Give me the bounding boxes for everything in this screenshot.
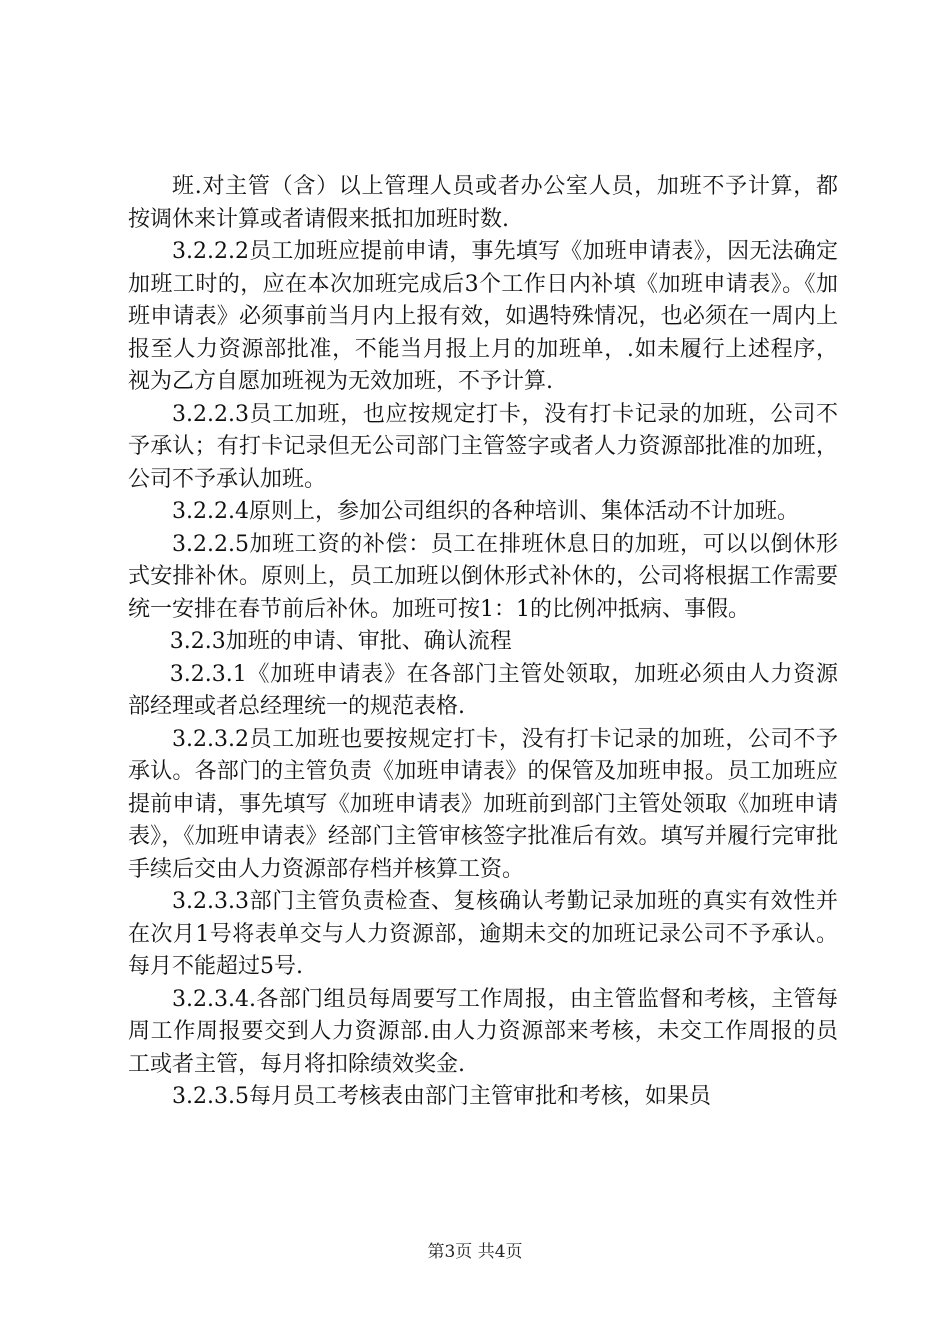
paragraph: 3.2.2.3员工加班，也应按规定打卡，没有打卡记录的加班，公司不予承认；有打卡记录但无公司部门主管签字或者人力资源部批准的加班，公司不予承认加班。: [128, 401, 838, 492]
paragraph: 3.2.3.2员工加班也要按规定打卡，没有打卡记录的加班，公司不予承认。各部门的主管负责《加班申请表》的保管及加班申报。员工加班应提前申请，事先填写《加班申请表》加班前到部门主管处领取《加班申请表》，《加班申请表》经部门主管审核签字批准后有效。填写并履行完审批手续后交由人力资源部存档并核算工资。: [128, 726, 838, 882]
paragraph: 3.2.2.2员工加班应提前申请，事先填写《加班申请表》，因无法确定加班工时的，应在本次加班完成后3个工作日内补填《加班申请表》。《加班申请表》必须事前当月内上报有效，如遇特殊情况，也必须在一周内上报至人力资源部批准，不能当月报上月的加班单，.如未履行上述程序，视为乙方自愿加班视为无效加班，不予计算.: [128, 239, 838, 394]
paragraph: 3.2.3.3部门主管负责检查、复核确认考勤记录加班的真实有效性并在次月1号将表单交与人力资源部，逾期未交的加班记录公司不予承认。每月不能超过5号.: [128, 889, 838, 979]
document-body: [128, 171, 838, 1114]
page-number-footer: 第3页 共4页: [427, 1242, 523, 1262]
paragraph: 班.对主管（含）以上管理人员或者办公室人员，加班不予计算，都按调休来计算或者请假来抵扣加班时数.: [128, 174, 838, 232]
paragraph: 3.2.2.5加班工资的补偿：员工在排班休息日的加班，可以以倒休形式安排补休。原则上，员工加班以倒休形式补休的，公司将根据工作需要统一安排在春节前后补休。加班可按1：1的比例冲抵病、事假。: [128, 531, 838, 622]
paragraph: 3.2.3.1《加班申请表》在各部门主管处领取，加班必须由人力资源部经理或者总经理统一的规范表格.: [128, 661, 838, 719]
paragraph: 3.2.3.4.各部门组员每周要写工作周报，由主管监督和考核，主管每周工作周报要交到人力资源部.由人力资源部来考核，未交工作周报的员工或者主管，每月将扣除绩效奖金.: [128, 986, 838, 1077]
paragraph: 3.2.2.4原则上，参加公司组织的各种培训、集体活动不计加班。: [172, 499, 799, 524]
paragraph: 3.2.3.5每月员工考核表由部门主管审批和考核，如果员: [172, 1084, 711, 1109]
section-heading: 3.2.3加班的申请、审批、确认流程: [169, 629, 512, 654]
